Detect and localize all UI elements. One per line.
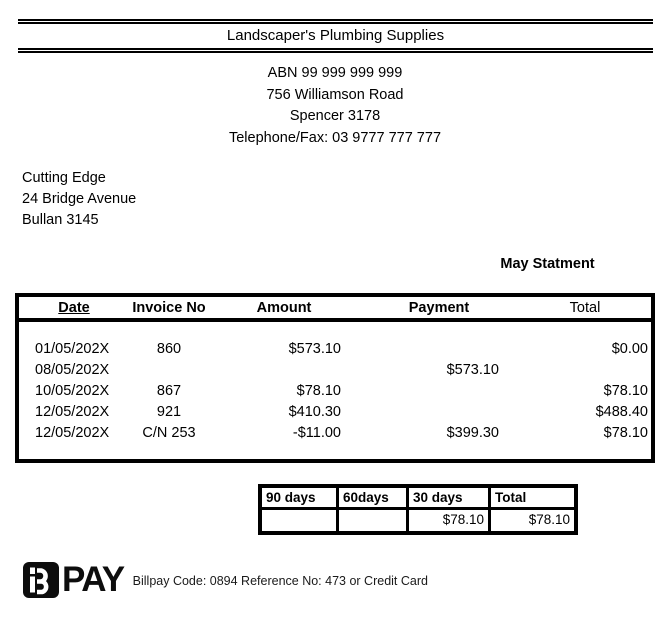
- cell-date: 12/05/202X: [35, 404, 110, 420]
- business-name-header: [18, 19, 653, 53]
- cell-amount: [209, 360, 359, 381]
- column-header-payment: Payment: [408, 299, 470, 316]
- cell-date: 10/05/202X: [35, 383, 110, 399]
- cell-payment: [359, 339, 519, 360]
- aging-summary-table: [258, 484, 578, 535]
- payment-footer: [22, 561, 428, 599]
- cell-total: $0.00: [611, 341, 648, 357]
- customer-name: Cutting Edge: [22, 170, 106, 186]
- aging-value-90-days: [262, 510, 339, 531]
- cell-amount: $410.30: [288, 404, 341, 420]
- cell-invoice-no: C/N 253: [142, 425, 196, 441]
- cell-payment: $399.30: [446, 425, 499, 441]
- customer-address-block: [22, 168, 136, 231]
- table-row: [19, 402, 651, 423]
- column-header-date: Date: [58, 299, 90, 316]
- cell-invoice-no: 860: [156, 341, 182, 357]
- phone-line: Telephone/Fax: 03 9777 777 777: [228, 129, 442, 146]
- business-suburb-line: Spencer 3178: [289, 108, 381, 124]
- aging-value-total: $78.10: [528, 512, 570, 527]
- business-info-block: [0, 63, 670, 149]
- cell-total: [519, 360, 651, 381]
- cell-payment: $573.10: [446, 362, 499, 378]
- statement-title: May Statment: [500, 256, 595, 272]
- cell-total: $488.40: [595, 404, 648, 420]
- table-row: [19, 381, 651, 402]
- aging-value-30-days: $78.10: [409, 510, 491, 531]
- cell-payment: [359, 381, 519, 402]
- aging-header-60-days: 60days: [339, 488, 409, 510]
- business-street-line: 756 Williamson Road: [266, 86, 404, 103]
- customer-suburb: Bullan 3145: [22, 212, 99, 228]
- bpay-logo-icon: [22, 561, 60, 599]
- table-row: [19, 360, 651, 381]
- customer-street: 24 Bridge Avenue: [22, 191, 137, 207]
- cell-invoice-no: [129, 360, 209, 381]
- cell-total: $78.10: [603, 425, 648, 441]
- column-header-amount: Amount: [256, 299, 312, 316]
- abn-line: ABN 99 999 999 999: [267, 65, 403, 81]
- cell-payment: [359, 402, 519, 423]
- cell-date: 12/05/202X: [35, 425, 110, 441]
- cell-date: 01/05/202X: [35, 341, 110, 357]
- cell-amount: $573.10: [288, 341, 341, 357]
- cell-invoice-no: 921: [156, 404, 182, 420]
- cell-total: $78.10: [603, 383, 648, 399]
- business-name: Landscaper's Plumbing Supplies: [226, 27, 445, 44]
- column-header-invoice-no: Invoice No: [132, 299, 206, 316]
- aging-header-total: Total: [491, 488, 574, 510]
- transactions-table: [15, 293, 655, 463]
- aging-value-60-days: [339, 510, 409, 531]
- cell-date: 08/05/202X: [35, 362, 110, 378]
- table-row: [19, 339, 651, 360]
- aging-header-90-days: 90 days: [262, 488, 339, 510]
- billpay-details-text: Billpay Code: 0894 Reference No: 473 or Credit Card: [132, 574, 428, 588]
- aging-header-30-days: 30 days: [409, 488, 491, 510]
- transactions-body: [19, 322, 651, 444]
- cell-amount: $78.10: [296, 383, 341, 399]
- cell-amount: -$11.00: [292, 425, 341, 441]
- cell-invoice-no: 867: [156, 383, 182, 399]
- column-header-total: Total: [569, 299, 601, 316]
- table-row: [19, 423, 651, 444]
- transactions-header-row: [19, 297, 651, 322]
- bpay-wordmark: PAY: [62, 560, 124, 599]
